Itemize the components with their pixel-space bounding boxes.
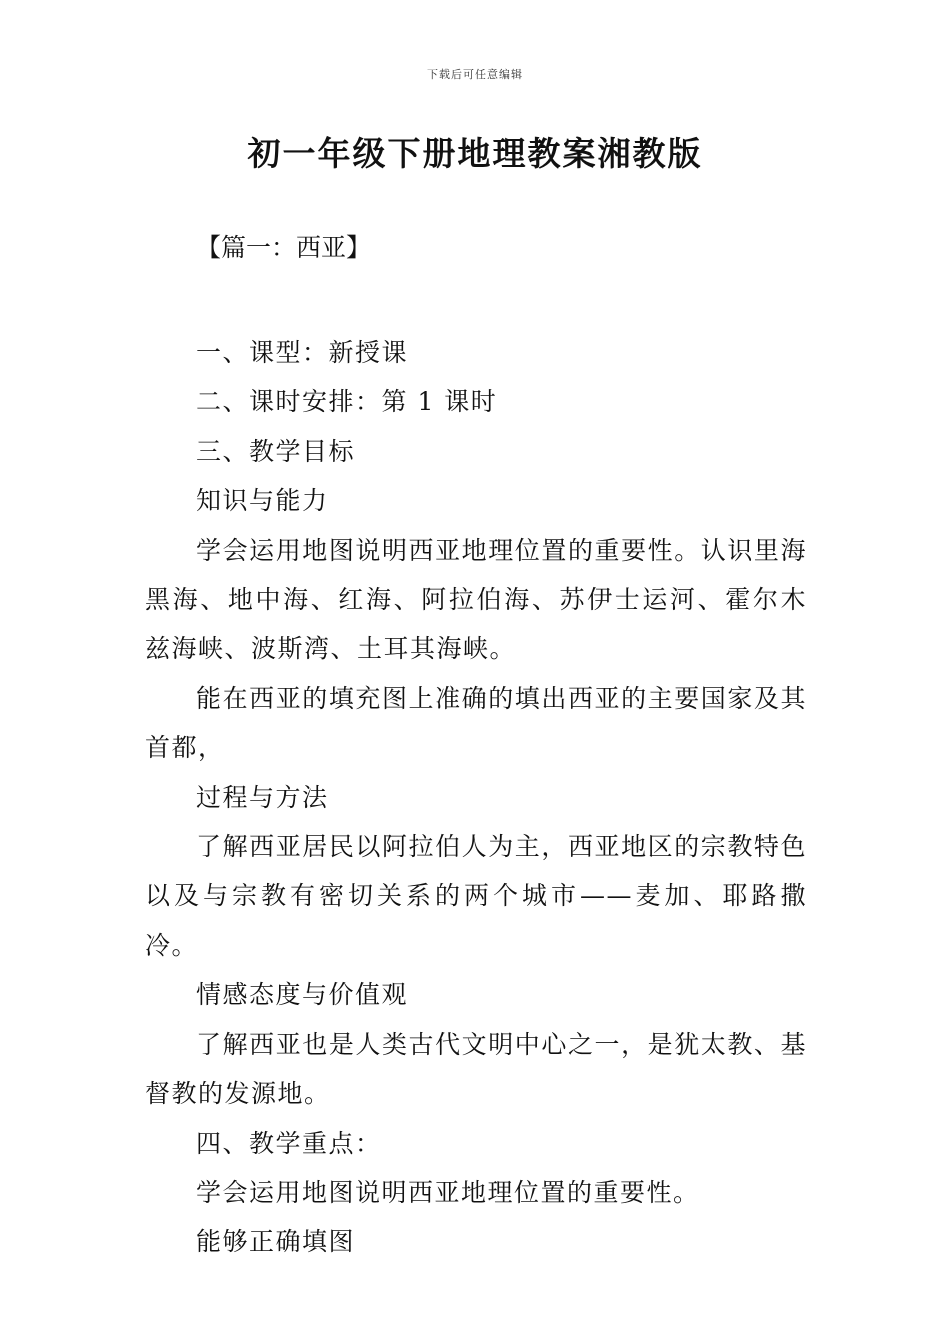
emotion-values-heading: 情感态度与价值观 <box>196 980 409 1010</box>
teaching-focus-heading: 四、教学重点： <box>196 1128 382 1158</box>
process-method-heading: 过程与方法 <box>196 782 329 812</box>
map-skill-line: 能够正确填图 <box>196 1227 356 1257</box>
lesson-schedule-line: 二、课时安排：第 1 课时 <box>196 387 498 417</box>
document-title: 初一年级下册地理教案湘教版 <box>247 134 703 173</box>
emotion-paragraph: 了解西亚也是人类古代文明中心之一，是犹太教、基督教的发源地。 <box>145 1029 807 1109</box>
focus-paragraph: 学会运用地图说明西亚地理位置的重要性。 <box>196 1177 700 1207</box>
knowledge-ability-heading: 知识与能力 <box>196 486 329 516</box>
knowledge-paragraph: 学会运用地图说明西亚地理位置的重要性。认识里海黑海、地中海、红海、阿拉伯海、苏伊士运河、霍尔木兹海峡、波斯湾、土耳其海峡。 <box>145 535 807 664</box>
map-filling-paragraph: 能在西亚的填充图上准确的填出西亚的主要国家及其首都， <box>145 683 807 763</box>
section-heading: 【篇一：西亚】 <box>196 233 372 262</box>
process-paragraph: 了解西亚居民以阿拉伯人为主，西亚地区的宗教特色以及与宗教有密切关系的两个城市——麦加、耶路撒冷。 <box>145 832 807 960</box>
document-body <box>145 328 807 1267</box>
page-header-note: 下载后可任意编辑 <box>427 68 523 81</box>
lesson-type-line: 一、课型：新授课 <box>196 338 409 367</box>
teaching-goals-heading: 三、教学目标 <box>196 436 356 466</box>
